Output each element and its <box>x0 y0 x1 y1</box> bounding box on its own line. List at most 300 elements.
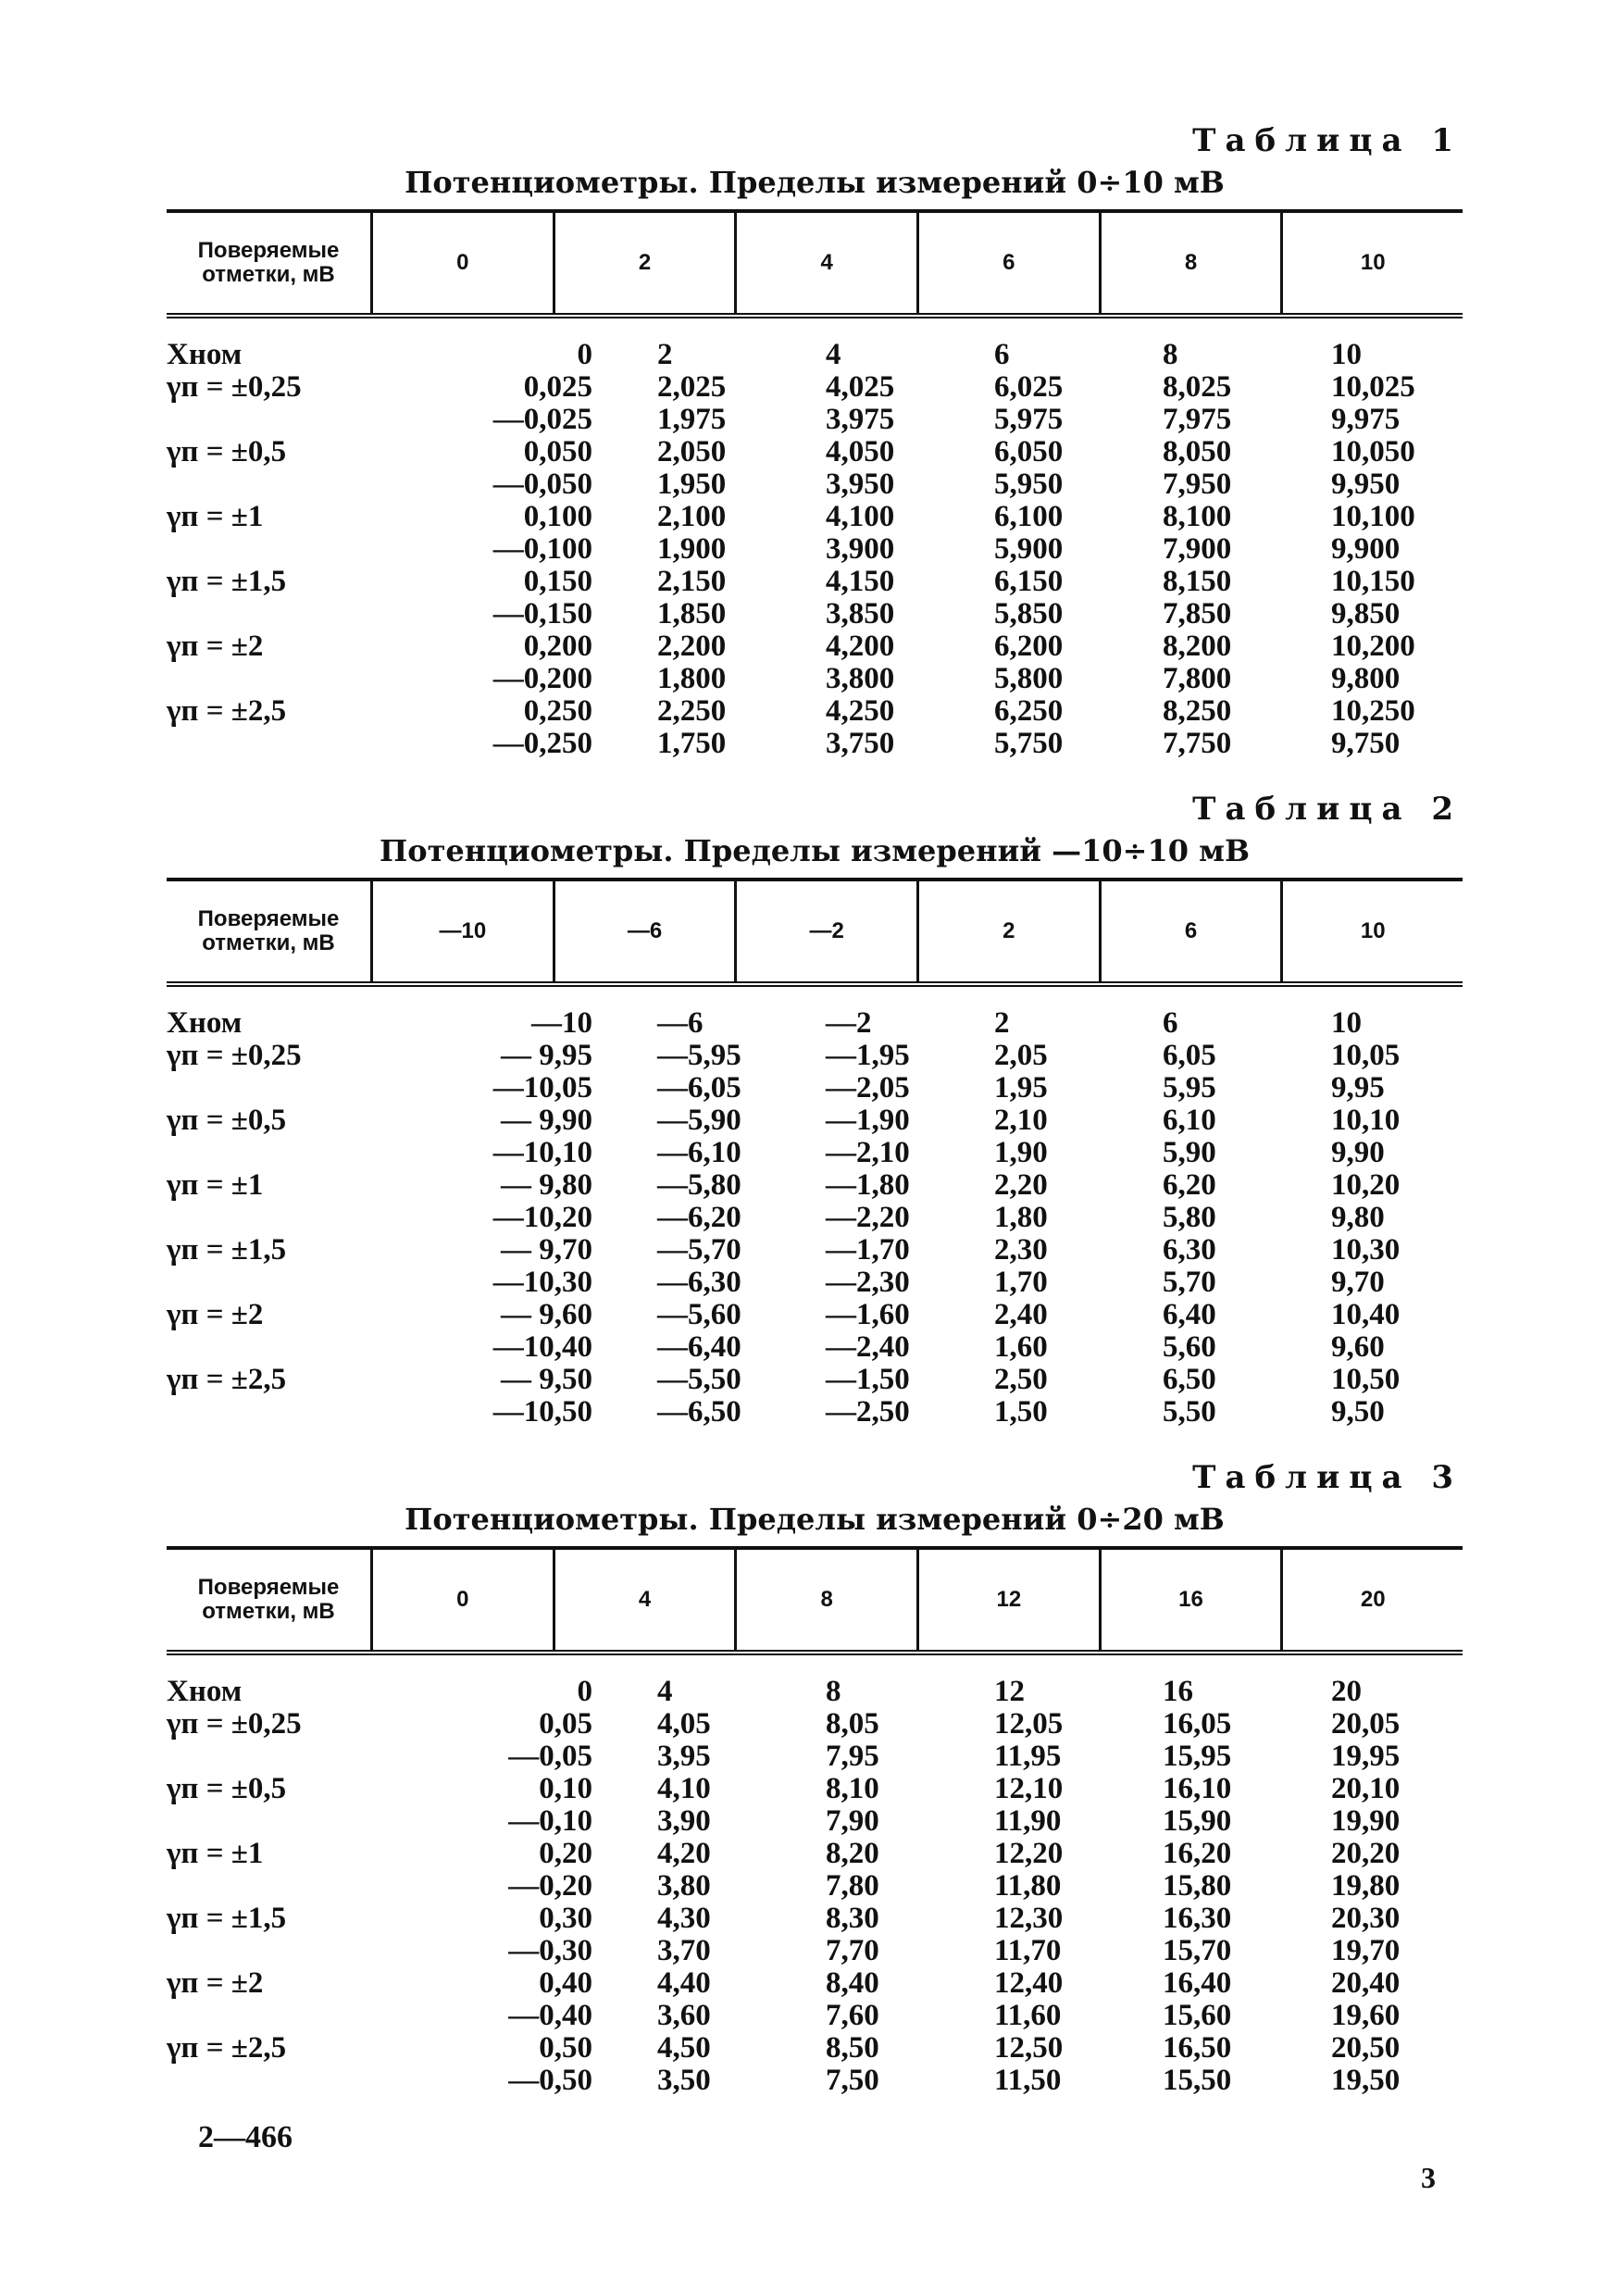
table-cell: 10,100 <box>1331 500 1415 533</box>
table-row <box>167 1708 1463 1741</box>
table-cell: 5,900 <box>994 532 1064 566</box>
table-cell: 7,70 <box>826 1934 879 1967</box>
table-cell: 7,800 <box>1163 662 1232 695</box>
table-body <box>167 1007 1463 1429</box>
table-cell: 2,30 <box>994 1233 1048 1267</box>
table-cell: 6,150 <box>994 565 1064 598</box>
table-cell: 7,50 <box>826 2064 879 2097</box>
table-cell: 4,200 <box>826 630 895 663</box>
table-body <box>167 1676 1463 2097</box>
table-body <box>167 339 1463 760</box>
row-label: γп = ±1,5 <box>167 1233 287 1267</box>
table-cell: 10,50 <box>1331 1363 1401 1396</box>
table-cell: 9,800 <box>1331 662 1401 695</box>
table-cell: 6,05 <box>1163 1039 1216 1072</box>
table-cell: —0,05 <box>508 1740 592 1773</box>
row-label <box>167 2000 426 2032</box>
row-values <box>620 436 1463 468</box>
table-cell: 3,50 <box>657 2064 711 2097</box>
table-cell: 3,950 <box>826 468 895 501</box>
row-values <box>620 1967 1463 2000</box>
table-cell: 0,10 <box>539 1772 592 1805</box>
row-values <box>620 1040 1463 1072</box>
row-values <box>620 1396 1463 1429</box>
table-cell: 5,975 <box>994 403 1064 436</box>
table-row <box>167 1838 1463 1870</box>
row-values <box>620 728 1463 760</box>
row-label <box>167 2065 426 2097</box>
table-cell: —0,025 <box>492 403 592 436</box>
table-cell: 3,900 <box>826 532 895 566</box>
table-cell: —5,80 <box>657 1168 741 1202</box>
table-cell: 5,80 <box>1163 1201 1216 1234</box>
table-row <box>167 1396 1463 1429</box>
table-cell: 1,60 <box>994 1330 1048 1364</box>
table-cell: 1,95 <box>994 1071 1048 1104</box>
table-cell: 6 <box>1163 1006 1178 1040</box>
row-label: Xном <box>167 1006 243 1040</box>
table-cell: —6,10 <box>657 1136 741 1169</box>
table-cell: 9,975 <box>1331 403 1401 436</box>
row-values <box>620 2032 1463 2065</box>
table-cell: —2,30 <box>826 1266 910 1299</box>
table-row <box>167 1104 1463 1137</box>
table-cell: 7,850 <box>1163 597 1232 630</box>
table-cell: 20,10 <box>1331 1772 1401 1805</box>
table-cell: 4,40 <box>657 1966 711 2000</box>
row-label <box>167 1331 426 1364</box>
table-cell: 10,30 <box>1331 1233 1401 1267</box>
table-cell: 9,70 <box>1331 1266 1385 1299</box>
table-cell: —0,50 <box>508 2064 592 2097</box>
header-col: 12 <box>919 1550 1102 1650</box>
row-label <box>167 1805 426 1838</box>
table-cell: 16,50 <box>1163 2031 1232 2065</box>
table-cell: 1,70 <box>994 1266 1048 1299</box>
table-cell: 3,90 <box>657 1804 711 1838</box>
table-cell: 2,40 <box>994 1298 1048 1331</box>
row-label <box>167 1267 426 1299</box>
table-cell: 4,50 <box>657 2031 711 2065</box>
table-cell: —2 <box>826 1006 872 1040</box>
table-row <box>167 1234 1463 1267</box>
row-values <box>620 663 1463 695</box>
row-label <box>167 1870 426 1903</box>
table-cell: —0,150 <box>492 597 592 630</box>
table-row <box>167 1870 1463 1903</box>
table-cell: 10,10 <box>1331 1104 1401 1137</box>
header-col: 2 <box>919 881 1102 981</box>
table-cell: —2,20 <box>826 1201 910 1234</box>
table-row <box>167 1676 1463 1708</box>
table-cell: 9,750 <box>1331 727 1401 760</box>
table-cell: 20,40 <box>1331 1966 1401 2000</box>
table-cell: 10,025 <box>1331 370 1415 404</box>
header-col: 6 <box>1102 881 1284 981</box>
row-values <box>620 1870 1463 1903</box>
table-cell: 15,70 <box>1163 1934 1232 1967</box>
header-col: 0 <box>373 1550 555 1650</box>
row-label <box>167 404 426 436</box>
table-cell: —1,95 <box>826 1039 910 1072</box>
table-cell: 12,50 <box>994 2031 1064 2065</box>
table-cell: 19,90 <box>1331 1804 1401 1838</box>
table-row <box>167 728 1463 760</box>
table-cell: 0,050 <box>523 435 592 468</box>
table-cell: 20,30 <box>1331 1902 1401 1935</box>
table-cell: 4,250 <box>826 694 895 728</box>
table-cell: —5,70 <box>657 1233 741 1267</box>
table-row <box>167 1741 1463 1773</box>
table-cell: 0 <box>577 1675 592 1708</box>
table-row <box>167 566 1463 598</box>
table-cell: 8,150 <box>1163 565 1232 598</box>
footer-code: 2—466 <box>198 2120 293 2154</box>
table-cell: 0,40 <box>539 1966 592 2000</box>
table-cell: 8,250 <box>1163 694 1232 728</box>
table-cell: 4,05 <box>657 1707 711 1741</box>
table-cell: 1,950 <box>657 468 727 501</box>
table-cell: 10,200 <box>1331 630 1415 663</box>
header-col: —10 <box>373 881 555 981</box>
table-row <box>167 371 1463 404</box>
table-cell: —5,50 <box>657 1363 741 1396</box>
row-values <box>620 1708 1463 1741</box>
table-cell: —5,95 <box>657 1039 741 1072</box>
row-label: γп = ±2,5 <box>167 2031 287 2065</box>
row-label: γп = ±1 <box>167 500 264 533</box>
header-col: 6 <box>919 213 1102 313</box>
table-cell: 1,90 <box>994 1136 1048 1169</box>
table-cell: 19,95 <box>1331 1740 1401 1773</box>
table-cell: 6,025 <box>994 370 1064 404</box>
table-cell: 6,30 <box>1163 1233 1216 1267</box>
table-cell: 10,05 <box>1331 1039 1401 1072</box>
row-values <box>620 404 1463 436</box>
table-row <box>167 533 1463 566</box>
table-cell: 0,250 <box>523 694 592 728</box>
table-cell: —10 <box>531 1006 592 1040</box>
header-col: 8 <box>737 1550 919 1650</box>
table-cell: 16,20 <box>1163 1837 1232 1870</box>
table-cell: —10,30 <box>492 1266 592 1299</box>
table-cell: 0,20 <box>539 1837 592 1870</box>
table-cell: — 9,90 <box>501 1104 592 1137</box>
table-cell: 1,900 <box>657 532 727 566</box>
table-cell: — 9,80 <box>501 1168 592 1202</box>
table-row <box>167 1331 1463 1364</box>
row-values <box>620 1364 1463 1396</box>
header-col: —6 <box>555 881 738 981</box>
table-cell: 4,100 <box>826 500 895 533</box>
row-label <box>167 1072 426 1104</box>
row-label <box>167 663 426 695</box>
table-cell: 9,50 <box>1331 1395 1385 1429</box>
row-label: γп = ±1,5 <box>167 565 287 598</box>
table-cell: 4,20 <box>657 1837 711 1870</box>
table-cell: 7,975 <box>1163 403 1232 436</box>
table-row <box>167 663 1463 695</box>
table-row <box>167 501 1463 533</box>
table-cell: 15,80 <box>1163 1869 1232 1903</box>
table-cell: —10,50 <box>492 1395 592 1429</box>
table-cell: 3,60 <box>657 1999 711 2032</box>
table-cell: 6,250 <box>994 694 1064 728</box>
table-row <box>167 1364 1463 1396</box>
row-label: Xном <box>167 338 243 371</box>
table-cell: 6,10 <box>1163 1104 1216 1137</box>
table-cell: 11,90 <box>994 1804 1062 1838</box>
table-cell: 5,95 <box>1163 1071 1216 1104</box>
table-cell: 10 <box>1331 338 1362 371</box>
table-cell: 11,50 <box>994 2064 1062 2097</box>
table-cell: —2,05 <box>826 1071 910 1104</box>
table-cell: 4,150 <box>826 565 895 598</box>
table-row <box>167 1267 1463 1299</box>
table-cell: —1,90 <box>826 1104 910 1137</box>
table-cell: —5,90 <box>657 1104 741 1137</box>
table-header <box>167 1546 1463 1655</box>
table-cell: 2,100 <box>657 500 727 533</box>
header-col: 10 <box>1360 918 1386 943</box>
table-cell: 6,200 <box>994 630 1064 663</box>
table-2 <box>167 789 1463 1429</box>
table-cell: 8,50 <box>826 2031 879 2065</box>
table-cell: 8,30 <box>826 1902 879 1935</box>
table-cell: 3,95 <box>657 1740 711 1773</box>
table-row <box>167 404 1463 436</box>
table-cell: 0 <box>577 338 592 371</box>
row-values <box>620 1169 1463 1202</box>
table-row <box>167 2065 1463 2097</box>
table-row <box>167 2032 1463 2065</box>
table-row <box>167 1040 1463 1072</box>
table-row <box>167 1007 1463 1040</box>
table-caption: Таблица 1 <box>1192 122 1463 159</box>
table-cell: — 9,95 <box>501 1039 592 1072</box>
header-col: 10 <box>1360 250 1386 275</box>
table-cell: 9,95 <box>1331 1071 1385 1104</box>
row-values <box>620 695 1463 728</box>
table-cell: —6 <box>657 1006 704 1040</box>
table-cell: —2,40 <box>826 1330 910 1364</box>
table-cell: 16,05 <box>1163 1707 1232 1741</box>
table-cell: 10,150 <box>1331 565 1415 598</box>
row-label <box>167 1137 426 1169</box>
table-cell: 9,900 <box>1331 532 1401 566</box>
table-row <box>167 630 1463 663</box>
table-cell: 4,30 <box>657 1902 711 1935</box>
row-values <box>620 1007 1463 1040</box>
table-cell: 10,250 <box>1331 694 1415 728</box>
table-cell: 1,850 <box>657 597 727 630</box>
table-row <box>167 339 1463 371</box>
row-values <box>620 1331 1463 1364</box>
table-cell: 4,025 <box>826 370 895 404</box>
table-cell: 2,20 <box>994 1168 1048 1202</box>
table-cell: 4,050 <box>826 435 895 468</box>
table-cell: 8 <box>1163 338 1178 371</box>
table-cell: —0,20 <box>508 1869 592 1903</box>
table-cell: —0,250 <box>492 727 592 760</box>
row-values <box>620 566 1463 598</box>
table-cell: 7,950 <box>1163 468 1232 501</box>
row-label <box>167 598 426 630</box>
header-col: 20 <box>1360 1587 1386 1612</box>
row-values <box>620 533 1463 566</box>
table-row <box>167 2000 1463 2032</box>
table-cell: 8,20 <box>826 1837 879 1870</box>
table-cell: —2,50 <box>826 1395 910 1429</box>
table-cell: —5,60 <box>657 1298 741 1331</box>
table-cell: —6,20 <box>657 1201 741 1234</box>
table-cell: 15,60 <box>1163 1999 1232 2032</box>
table-cell: 0,30 <box>539 1902 592 1935</box>
table-cell: 8,200 <box>1163 630 1232 663</box>
table-cell: —6,30 <box>657 1266 741 1299</box>
table-cell: —1,50 <box>826 1363 910 1396</box>
table-cell: 11,95 <box>994 1740 1062 1773</box>
table-row <box>167 1137 1463 1169</box>
table-cell: 10 <box>1331 1006 1362 1040</box>
table-cell: 15,50 <box>1163 2064 1232 2097</box>
row-values <box>620 1267 1463 1299</box>
table-cell: 11,60 <box>994 1999 1062 2032</box>
row-values <box>620 598 1463 630</box>
table-cell: 3,750 <box>826 727 895 760</box>
header-col: 16 <box>1102 1550 1284 1650</box>
table-cell: 12,40 <box>994 1966 1064 2000</box>
row-label: γп = ±1 <box>167 1168 264 1202</box>
row-values <box>620 339 1463 371</box>
table-cell: 1,80 <box>994 1201 1048 1234</box>
row-values <box>620 630 1463 663</box>
table-cell: 8,025 <box>1163 370 1232 404</box>
header-label: Поверяемые отметки, мВ <box>167 881 373 981</box>
row-label: γп = ±0,25 <box>167 1707 302 1741</box>
table-cell: —10,20 <box>492 1201 592 1234</box>
table-cell: 6,40 <box>1163 1298 1216 1331</box>
table-cell: — 9,50 <box>501 1363 592 1396</box>
table-cell: 16,40 <box>1163 1966 1232 2000</box>
row-label <box>167 533 426 566</box>
table-row <box>167 1202 1463 1234</box>
row-label: γп = ±2,5 <box>167 694 287 728</box>
header-col: 0 <box>373 213 555 313</box>
table-cell: —0,10 <box>508 1804 592 1838</box>
table-cell: 5,800 <box>994 662 1064 695</box>
table-cell: 5,850 <box>994 597 1064 630</box>
table-cell: 7,60 <box>826 1999 879 2032</box>
table-cell: 9,80 <box>1331 1201 1385 1234</box>
row-label: γп = ±2,5 <box>167 1363 287 1396</box>
row-values <box>620 1299 1463 1331</box>
table-cell: 9,90 <box>1331 1136 1385 1169</box>
table-cell: 7,95 <box>826 1740 879 1773</box>
table-cell: 10,050 <box>1331 435 1415 468</box>
table-cell: —1,80 <box>826 1168 910 1202</box>
table-cell: 6,100 <box>994 500 1064 533</box>
row-label: γп = ±0,25 <box>167 370 302 404</box>
table-row <box>167 1805 1463 1838</box>
table-cell: —10,10 <box>492 1136 592 1169</box>
row-values <box>620 1104 1463 1137</box>
table-cell: 7,80 <box>826 1869 879 1903</box>
row-values <box>620 371 1463 404</box>
table-cell: 2 <box>994 1006 1010 1040</box>
row-label: γп = ±0,5 <box>167 1772 287 1805</box>
table-cell: —10,40 <box>492 1330 592 1364</box>
row-label <box>167 1396 426 1429</box>
row-label <box>167 1935 426 1967</box>
row-values <box>620 1676 1463 1708</box>
table-cell: 4,10 <box>657 1772 711 1805</box>
table-row <box>167 1935 1463 1967</box>
table-cell: 6 <box>994 338 1010 371</box>
row-label: Xном <box>167 1675 243 1708</box>
table-cell: 5,50 <box>1163 1395 1216 1429</box>
table-cell: 5,750 <box>994 727 1064 760</box>
row-label: γп = ±0,5 <box>167 435 287 468</box>
table-cell: —1,70 <box>826 1233 910 1267</box>
table-title: Потенциометры. Пределы измерений 0÷10 мВ <box>405 165 1225 200</box>
table-cell: 3,80 <box>657 1869 711 1903</box>
table-caption: Таблица 2 <box>1192 791 1463 828</box>
table-cell: 12,05 <box>994 1707 1064 1741</box>
table-cell: 3,850 <box>826 597 895 630</box>
row-label <box>167 728 426 760</box>
table-cell: 1,800 <box>657 662 727 695</box>
table-cell: 9,850 <box>1331 597 1401 630</box>
table-cell: 16,30 <box>1163 1902 1232 1935</box>
table-cell: 4 <box>826 338 841 371</box>
table-title: Потенциометры. Пределы измерений 0÷20 мВ <box>405 1502 1225 1537</box>
row-values <box>620 1741 1463 1773</box>
table-cell: —1,60 <box>826 1298 910 1331</box>
row-values <box>620 1234 1463 1267</box>
table-cell: —6,40 <box>657 1330 741 1364</box>
table-row <box>167 598 1463 630</box>
table-row <box>167 1169 1463 1202</box>
table-cell: 1,975 <box>657 403 727 436</box>
header-col: 8 <box>1102 213 1284 313</box>
table-cell: 12,10 <box>994 1772 1064 1805</box>
table-cell: —0,200 <box>492 662 592 695</box>
row-values <box>620 501 1463 533</box>
table-cell: 8 <box>826 1675 841 1708</box>
table-cell: 20 <box>1331 1675 1362 1708</box>
table-title: Потенциометры. Пределы измерений —10÷10 мВ <box>380 833 1250 868</box>
row-label: γп = ±2 <box>167 630 264 663</box>
table-cell: 12,20 <box>994 1837 1064 1870</box>
table-row <box>167 1299 1463 1331</box>
row-label: γп = ±2 <box>167 1966 264 2000</box>
table-cell: 3,70 <box>657 1934 711 1967</box>
table-cell: 7,900 <box>1163 532 1232 566</box>
table-cell: 3,800 <box>826 662 895 695</box>
row-values <box>620 1137 1463 1169</box>
table-cell: 9,60 <box>1331 1330 1385 1364</box>
table-cell: 7,90 <box>826 1804 879 1838</box>
table-cell: 8,100 <box>1163 500 1232 533</box>
header-col: 4 <box>555 1550 738 1650</box>
table-cell: 20,05 <box>1331 1707 1401 1741</box>
table-cell: —0,100 <box>492 532 592 566</box>
table-3 <box>167 1457 1463 2097</box>
table-cell: 6,050 <box>994 435 1064 468</box>
table-row <box>167 1903 1463 1935</box>
table-row <box>167 1967 1463 2000</box>
